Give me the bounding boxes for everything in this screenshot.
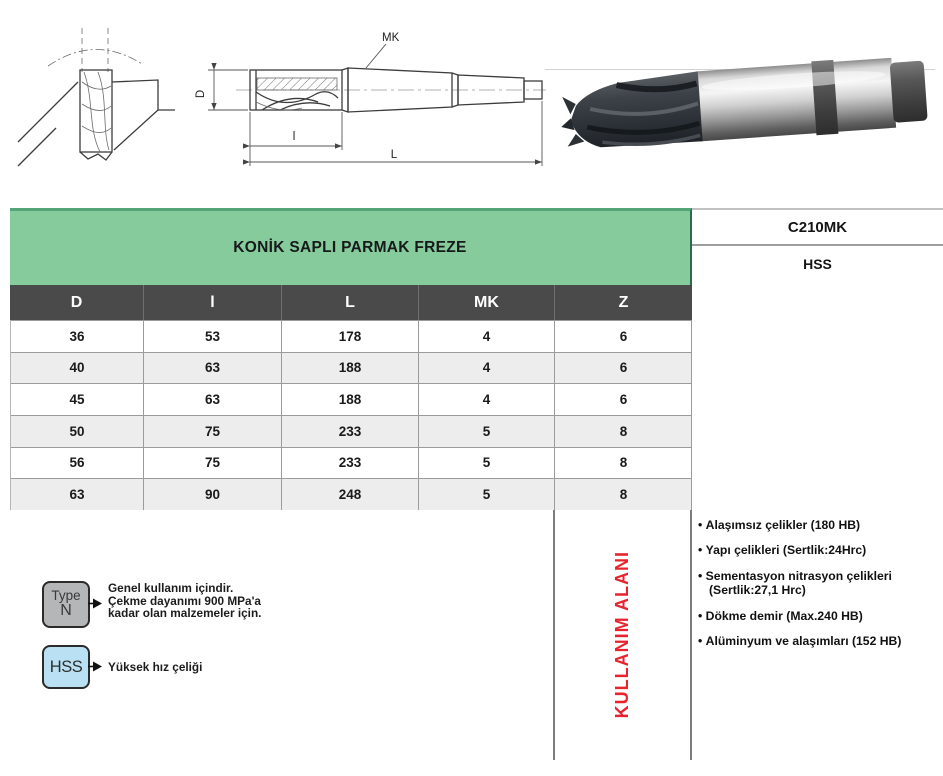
usage-list — [698, 518, 940, 659]
table-cell: 8 — [554, 416, 692, 447]
table-cell: 75 — [143, 416, 281, 447]
table-cell: 233 — [281, 416, 418, 447]
column-header-l: l — [143, 285, 281, 320]
hss-box-label: HSS — [49, 657, 83, 676]
column-header-l: L — [281, 285, 418, 320]
table-cell: 36 — [69, 328, 85, 344]
type-n-box-line2: N — [60, 602, 72, 620]
usage-area-label: KULLANIM ALANI — [612, 551, 632, 719]
arrow-right-icon — [88, 597, 103, 610]
table-row — [11, 415, 691, 447]
type-n-box — [42, 581, 90, 628]
column-header-d: D — [70, 293, 83, 311]
table-cell: 5 — [418, 479, 554, 510]
type-n-box-line1: Type — [51, 588, 81, 604]
table-row — [11, 320, 691, 352]
table-row — [11, 447, 691, 479]
end-mill-photo — [560, 40, 935, 165]
table-row — [11, 478, 691, 510]
hss-description: Yüksek hız çeliği — [108, 660, 203, 674]
column-header-mk: MK — [418, 285, 554, 320]
table-cell: 90 — [143, 479, 281, 510]
table-cell: 5 — [418, 416, 554, 447]
table-cell: 178 — [281, 321, 418, 352]
type-n-description-line: kadar olan malzemeler için. — [108, 606, 262, 621]
table-cell: 6 — [554, 384, 692, 415]
usage-item: • Sementasyon nitrasyon çelikleri (Sertlik:27,1 Hrc) — [698, 569, 940, 598]
table-cell: 8 — [554, 448, 692, 479]
usage-item: • Yapı çelikleri (Sertlik:24Hrc) — [698, 543, 940, 557]
type-n-description-line: Genel kullanım içindir. — [108, 581, 234, 595]
type-n-description — [108, 582, 261, 620]
table-title-bar — [10, 208, 692, 285]
table-cell: 188 — [281, 384, 418, 415]
table-title: KONİK SAPLI PARMAK FREZE — [233, 239, 467, 256]
table-cell: 45 — [69, 392, 85, 408]
table-cell: 4 — [418, 384, 554, 415]
table-header-row — [10, 285, 692, 320]
product-material: HSS — [803, 256, 832, 272]
table-cell: 4 — [418, 353, 554, 384]
table-row — [11, 383, 691, 415]
table-cell: 53 — [143, 321, 281, 352]
table-cell: 4 — [418, 321, 554, 352]
table-cell: 233 — [281, 448, 418, 479]
arrow-right-icon — [88, 660, 103, 673]
table-cell: 5 — [418, 448, 554, 479]
hss-box — [42, 645, 90, 689]
product-code: C210MK — [692, 208, 943, 246]
spec-table — [10, 208, 692, 510]
table-cell: 63 — [143, 353, 281, 384]
usage-area-label-wrap — [555, 510, 690, 760]
overall-length-dimension-label: L — [390, 149, 398, 161]
table-cell: 6 — [554, 353, 692, 384]
table-cell: 40 — [69, 360, 85, 376]
table-cell: 56 — [69, 455, 85, 471]
dimension-drawing — [190, 28, 548, 170]
table-cell: 63 — [69, 487, 85, 503]
table-body — [10, 320, 692, 510]
table-cell: 50 — [69, 423, 85, 439]
taper-dimension-label: MK — [382, 32, 400, 44]
product-panel — [692, 208, 943, 282]
table-cell: 8 — [554, 479, 692, 510]
table-row — [11, 352, 691, 384]
usage-item: • Alaşımsız çelikler (180 HB) — [698, 518, 940, 532]
usage-item: • Alüminyum ve alaşımları (152 HB) — [698, 634, 940, 648]
diameter-dimension-label: D — [195, 89, 207, 99]
table-cell: 75 — [143, 448, 281, 479]
divider-line-right — [690, 510, 692, 760]
flute-length-dimension-label: l — [292, 131, 296, 143]
usage-item: • Dökme demir (Max.240 HB) — [698, 609, 940, 623]
table-cell: 63 — [143, 384, 281, 415]
milling-sketch-illustration — [10, 20, 180, 168]
table-cell: 188 — [281, 353, 418, 384]
table-cell: 6 — [554, 321, 692, 352]
type-n-description-line: Çekme dayanımı 900 MPa'a — [108, 593, 261, 608]
table-cell: 248 — [281, 479, 418, 510]
column-header-z: Z — [554, 285, 692, 320]
